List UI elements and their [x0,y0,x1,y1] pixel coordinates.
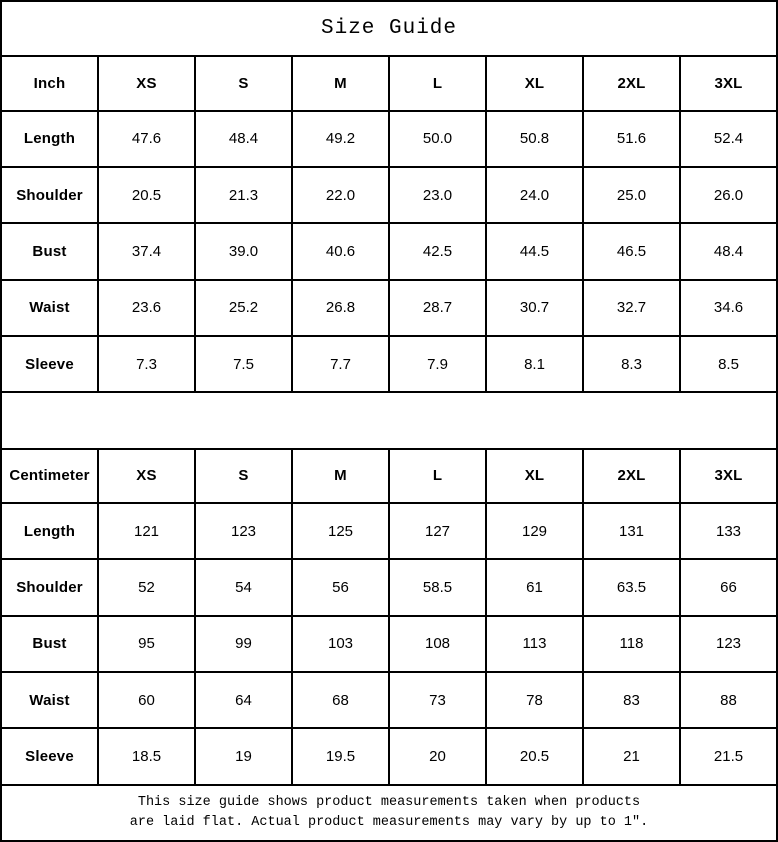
measurement-value: 118 [583,616,680,672]
measurement-value: 40.6 [292,223,389,279]
measurement-value: 95 [98,616,195,672]
measurement-value: 83 [583,672,680,728]
measurement-value: 50.8 [486,111,583,167]
measurement-label: Shoulder [1,559,98,615]
measurement-value: 48.4 [680,223,777,279]
measurement-value: 52.4 [680,111,777,167]
measurement-value: 20 [389,728,486,784]
measurement-value: 125 [292,503,389,559]
inch-size-header-l: L [389,56,486,110]
measurement-value: 61 [486,559,583,615]
measurement-value: 37.4 [98,223,195,279]
measurement-label: Sleeve [1,728,98,784]
measurement-value: 64 [195,672,292,728]
measurement-value: 129 [486,503,583,559]
measurement-value: 47.6 [98,111,195,167]
measurement-value: 48.4 [195,111,292,167]
measurement-value: 54 [195,559,292,615]
measurement-value: 7.5 [195,336,292,392]
measurement-label: Waist [1,280,98,336]
measurement-value: 60 [98,672,195,728]
title-row [1,1,777,56]
measurement-value: 7.3 [98,336,195,392]
footnote-line-1: This size guide shows product measurements taken when products [137,795,641,811]
measurement-value: 44.5 [486,223,583,279]
inch-header-row [1,56,777,110]
inch-size-header-3xl: 3XL [680,56,777,110]
footnote [1,785,777,841]
measurement-value: 8.3 [583,336,680,392]
cm-size-header-m: M [292,449,389,503]
measurement-value: 24.0 [486,167,583,223]
cm-size-header-xs: XS [98,449,195,503]
footnote-row [1,785,777,841]
measurement-value: 113 [486,616,583,672]
measurement-value: 63.5 [583,559,680,615]
measurement-label: Length [1,111,98,167]
inch-row-sleeve [1,336,777,392]
spacer-cell [1,392,777,448]
measurement-value: 34.6 [680,280,777,336]
measurement-value: 108 [389,616,486,672]
inch-row-shoulder [1,167,777,223]
measurement-value: 123 [195,503,292,559]
cm-row-waist [1,672,777,728]
inch-row-waist [1,280,777,336]
page-title: Size Guide [1,1,777,56]
cm-unit-header: Centimeter [1,449,98,503]
measurement-label: Bust [1,223,98,279]
inch-size-header-s: S [195,56,292,110]
measurement-value: 51.6 [583,111,680,167]
measurement-value: 20.5 [486,728,583,784]
cm-row-bust [1,616,777,672]
measurement-label: Waist [1,672,98,728]
measurement-value: 50.0 [389,111,486,167]
measurement-label: Shoulder [1,167,98,223]
measurement-value: 103 [292,616,389,672]
measurement-value: 99 [195,616,292,672]
measurement-value: 21.5 [680,728,777,784]
measurement-value: 26.0 [680,167,777,223]
cm-header-row [1,449,777,503]
measurement-value: 49.2 [292,111,389,167]
measurement-value: 25.2 [195,280,292,336]
measurement-value: 26.8 [292,280,389,336]
measurement-value: 73 [389,672,486,728]
measurement-value: 56 [292,559,389,615]
measurement-label: Sleeve [1,336,98,392]
measurement-value: 23.0 [389,167,486,223]
cm-row-length [1,503,777,559]
measurement-value: 7.7 [292,336,389,392]
measurement-value: 78 [486,672,583,728]
measurement-value: 21.3 [195,167,292,223]
measurement-value: 42.5 [389,223,486,279]
measurement-value: 30.7 [486,280,583,336]
inch-size-header-m: M [292,56,389,110]
cm-size-header-s: S [195,449,292,503]
inch-size-header-2xl: 2XL [583,56,680,110]
measurement-value: 131 [583,503,680,559]
inch-size-header-xl: XL [486,56,583,110]
measurement-value: 18.5 [98,728,195,784]
measurement-value: 21 [583,728,680,784]
measurement-value: 46.5 [583,223,680,279]
measurement-value: 7.9 [389,336,486,392]
cm-size-header-l: L [389,449,486,503]
measurement-value: 22.0 [292,167,389,223]
measurement-value: 8.1 [486,336,583,392]
spacer-row [1,392,777,448]
measurement-value: 28.7 [389,280,486,336]
cm-size-header-3xl: 3XL [680,449,777,503]
measurement-value: 68 [292,672,389,728]
measurement-label: Bust [1,616,98,672]
inch-row-bust [1,223,777,279]
measurement-value: 52 [98,559,195,615]
inch-unit-header: Inch [1,56,98,110]
cm-row-sleeve [1,728,777,784]
measurement-value: 121 [98,503,195,559]
measurement-value: 66 [680,559,777,615]
inch-size-header-xs: XS [98,56,195,110]
measurement-value: 88 [680,672,777,728]
measurement-value: 39.0 [195,223,292,279]
measurement-value: 19 [195,728,292,784]
cm-size-header-xl: XL [486,449,583,503]
cm-row-shoulder [1,559,777,615]
measurement-value: 133 [680,503,777,559]
measurement-value: 8.5 [680,336,777,392]
footnote-line-2: are laid flat. Actual product measurements may vary by up to 1″. [129,814,649,830]
measurement-value: 58.5 [389,559,486,615]
measurement-label: Length [1,503,98,559]
measurement-value: 20.5 [98,167,195,223]
inch-row-length [1,111,777,167]
measurement-value: 19.5 [292,728,389,784]
measurement-value: 25.0 [583,167,680,223]
cm-size-header-2xl: 2XL [583,449,680,503]
measurement-value: 23.6 [98,280,195,336]
measurement-value: 32.7 [583,280,680,336]
measurement-value: 123 [680,616,777,672]
measurement-value: 127 [389,503,486,559]
